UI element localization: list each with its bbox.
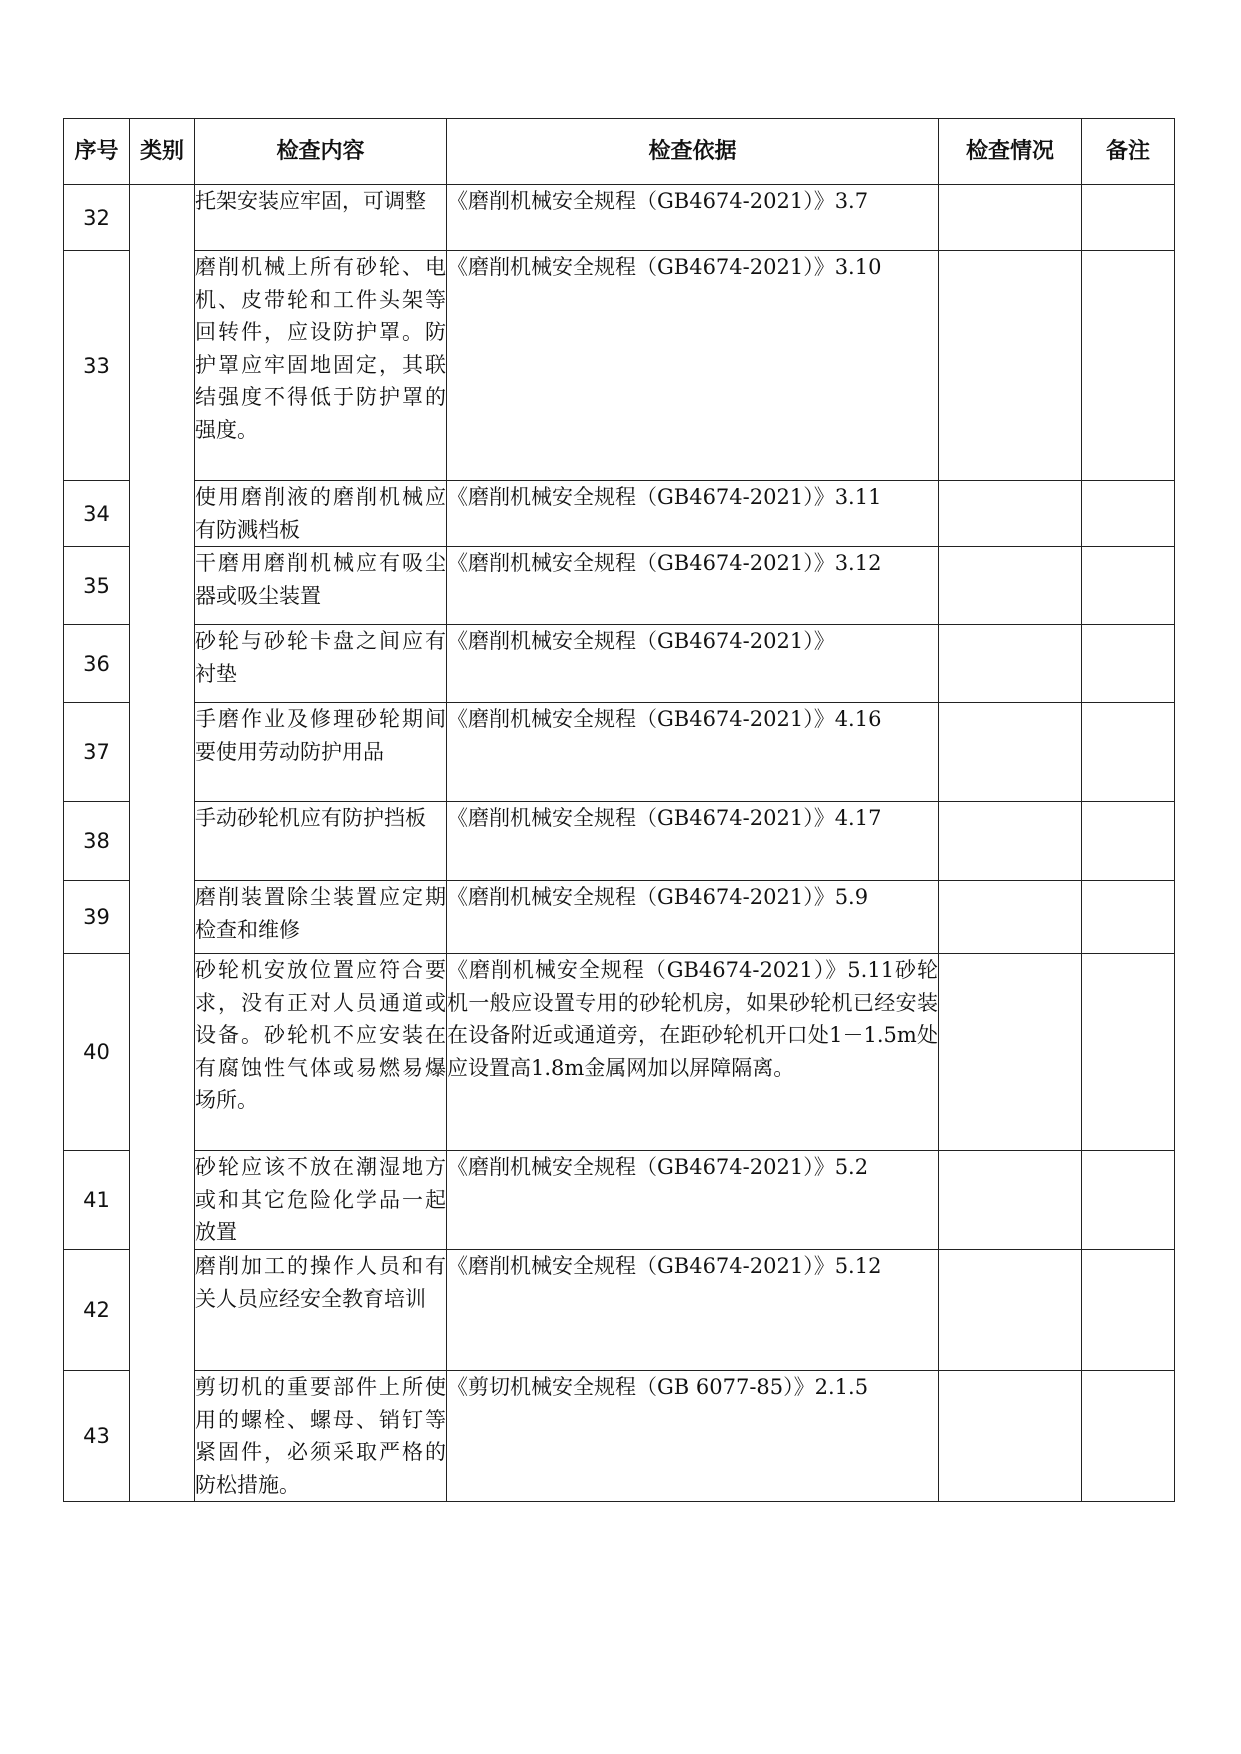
remarks	[1082, 1250, 1175, 1371]
remarks	[1082, 481, 1175, 547]
table-row	[64, 1250, 1175, 1371]
row-number: 37	[64, 703, 130, 802]
check-status	[939, 251, 1082, 481]
check-status	[939, 625, 1082, 703]
header-category: 类别	[130, 119, 195, 185]
row-number: 33	[64, 251, 130, 481]
check-basis: 《磨削机械安全规程（GB4674-2021）》5.11砂轮机一般应设置专用的砂轮机房，如果砂轮机已经安装在设备附近或通道旁，在距砂轮机开口处1－1.5m处应设置高1.8m金属网加以屏障隔离。	[447, 954, 939, 1151]
check-status	[939, 703, 1082, 802]
check-status	[939, 1371, 1082, 1502]
row-number: 38	[64, 802, 130, 881]
remarks	[1082, 547, 1175, 625]
remarks	[1082, 954, 1175, 1151]
check-content: 剪切机的重要部件上所使用的螺栓、螺母、销钉等紧固件，必须采取严格的防松措施。	[195, 1371, 447, 1502]
row-number: 36	[64, 625, 130, 703]
check-status	[939, 547, 1082, 625]
check-status	[939, 1250, 1082, 1371]
row-number: 43	[64, 1371, 130, 1502]
check-status	[939, 1151, 1082, 1250]
check-basis: 《磨削机械安全规程（GB4674-2021）》5.9	[447, 881, 939, 954]
table-row	[64, 481, 1175, 547]
check-basis: 《磨削机械安全规程（GB4674-2021）》3.7	[447, 185, 939, 251]
check-content: 砂轮机安放位置应符合要求，没有正对人员通道或设备。砂轮机不应安装在有腐蚀性气体或易燃易爆场所。	[195, 954, 447, 1151]
table-row	[64, 1371, 1175, 1502]
category-cell	[130, 185, 195, 1502]
check-content: 砂轮应该不放在潮湿地方或和其它危险化学品一起放置	[195, 1151, 447, 1250]
row-number: 40	[64, 954, 130, 1151]
header-content: 检查内容	[195, 119, 447, 185]
row-number: 41	[64, 1151, 130, 1250]
check-content: 托架安装应牢固，可调整	[195, 185, 447, 251]
remarks	[1082, 703, 1175, 802]
check-content: 磨削机械上所有砂轮、电机、皮带轮和工件头架等回转件，应设防护罩。防护罩应牢固地固定，其联结强度不得低于防护罩的强度。	[195, 251, 447, 481]
table-row	[64, 251, 1175, 481]
remarks	[1082, 251, 1175, 481]
check-status	[939, 802, 1082, 881]
check-status	[939, 954, 1082, 1151]
row-number: 35	[64, 547, 130, 625]
header-row	[64, 119, 1175, 185]
check-content: 手动砂轮机应有防护挡板	[195, 802, 447, 881]
check-basis: 《磨削机械安全规程（GB4674-2021）》4.17	[447, 802, 939, 881]
remarks	[1082, 802, 1175, 881]
table-row	[64, 1151, 1175, 1250]
check-status	[939, 881, 1082, 954]
table-row	[64, 703, 1175, 802]
inspection-table	[63, 118, 1175, 1502]
remarks	[1082, 1151, 1175, 1250]
row-number: 39	[64, 881, 130, 954]
row-number: 34	[64, 481, 130, 547]
check-content: 磨削加工的操作人员和有关人员应经安全教育培训	[195, 1250, 447, 1371]
check-basis: 《磨削机械安全规程（GB4674-2021）》3.10	[447, 251, 939, 481]
remarks	[1082, 185, 1175, 251]
header-no: 序号	[64, 119, 130, 185]
table-row	[64, 547, 1175, 625]
table-row	[64, 954, 1175, 1151]
table-row	[64, 185, 1175, 251]
check-content: 磨削装置除尘装置应定期检查和维修	[195, 881, 447, 954]
check-basis: 《磨削机械安全规程（GB4674-2021）》5.2	[447, 1151, 939, 1250]
check-content: 砂轮与砂轮卡盘之间应有衬垫	[195, 625, 447, 703]
check-basis: 《磨削机械安全规程（GB4674-2021）》5.12	[447, 1250, 939, 1371]
row-number: 32	[64, 185, 130, 251]
table-row	[64, 802, 1175, 881]
check-content: 使用磨削液的磨削机械应有防溅档板	[195, 481, 447, 547]
check-basis: 《磨削机械安全规程（GB4674-2021）》4.16	[447, 703, 939, 802]
check-basis: 《磨削机械安全规程（GB4674-2021）》	[447, 625, 939, 703]
check-status	[939, 185, 1082, 251]
check-status	[939, 481, 1082, 547]
header-remarks: 备注	[1082, 119, 1175, 185]
header-basis: 检查依据	[447, 119, 939, 185]
check-content: 手磨作业及修理砂轮期间要使用劳动防护用品	[195, 703, 447, 802]
remarks	[1082, 625, 1175, 703]
remarks	[1082, 881, 1175, 954]
table-row	[64, 881, 1175, 954]
table-row	[64, 625, 1175, 703]
check-content: 干磨用磨削机械应有吸尘器或吸尘装置	[195, 547, 447, 625]
check-basis: 《磨削机械安全规程（GB4674-2021）》3.12	[447, 547, 939, 625]
row-number: 42	[64, 1250, 130, 1371]
check-basis: 《磨削机械安全规程（GB4674-2021）》3.11	[447, 481, 939, 547]
header-status: 检查情况	[939, 119, 1082, 185]
check-basis: 《剪切机械安全规程（GB 6077-85）》2.1.5	[447, 1371, 939, 1502]
remarks	[1082, 1371, 1175, 1502]
